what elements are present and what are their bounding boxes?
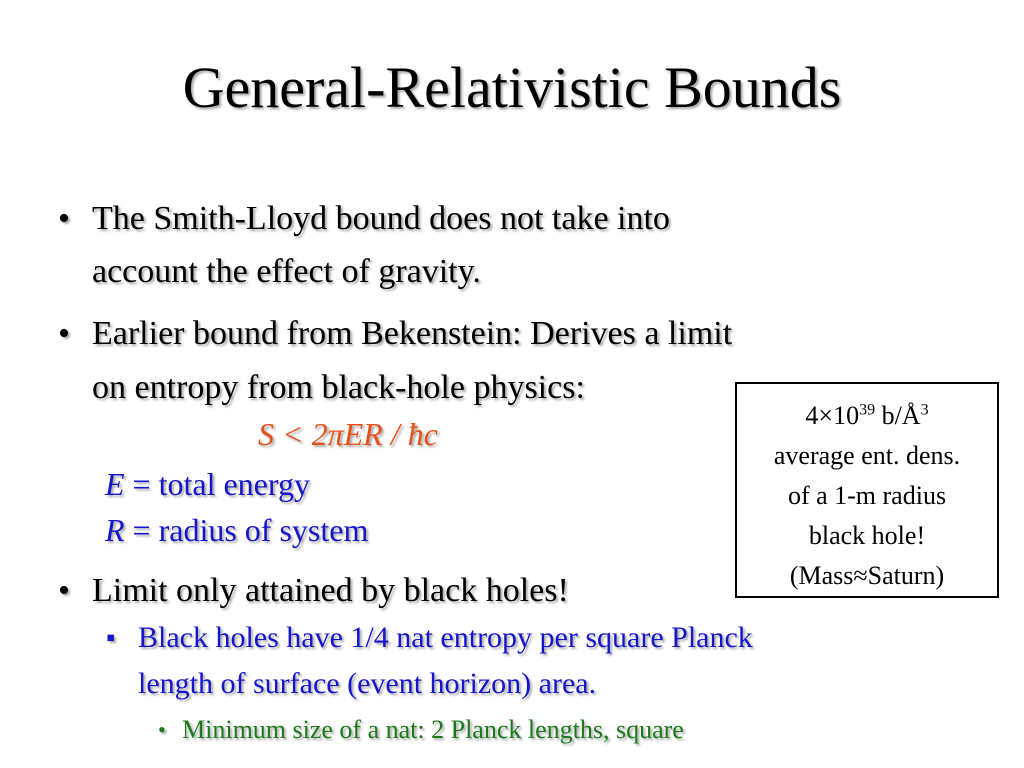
bullet-1-line-2: account the effect of gravity. [92, 253, 481, 290]
sub-bullet-line-1: Black holes have 1/4 nat entropy per square Planck [138, 621, 753, 654]
bullet-marker: • [58, 315, 70, 352]
bekenstein-formula: S < 2πER / ħc [258, 416, 438, 452]
sub-bullet-marker: ▪ [106, 623, 116, 652]
bullet-2-line-2: on entropy from black-hole physics: [92, 369, 585, 406]
callout-density-unit: b/Å [875, 401, 921, 430]
definition-symbol: R [105, 512, 125, 548]
callout-line-5: (Mass≈Saturn) [789, 561, 945, 590]
callout-density-line [737, 396, 997, 436]
bullet-2-line-1: Earlier bound from Bekenstein: Derives a limit [92, 315, 733, 352]
callout-density-base: 4×10 [805, 401, 860, 430]
subsub-bullet-marker: • [158, 717, 166, 742]
slide-title: General-Relativistic Bounds [182, 55, 842, 120]
callout-line-2: average ent. dens. [773, 441, 961, 470]
subsub-bullet-text: Minimum size of a nat: 2 Planck lengths, square [182, 715, 684, 744]
bullet-marker: • [58, 572, 70, 609]
definition-radius [105, 506, 368, 554]
callout-line-3: of a 1-m radius [787, 481, 947, 510]
callout-density-exponent: 39 [859, 401, 876, 419]
callout-line-4: black hole! [808, 521, 926, 550]
sub-bullet-line-2: length of surface (event horizon) area. [138, 667, 597, 700]
bullet-3-line-1: Limit only attained by black holes! [92, 572, 569, 609]
definition-text: = total energy [124, 466, 310, 502]
callout-unit-exponent: 3 [920, 401, 929, 419]
callout-box [735, 382, 999, 598]
definition-text: = radius of system [124, 512, 369, 548]
definition-energy [105, 460, 310, 508]
bullet-1-line-1: The Smith-Lloyd bound does not take into [92, 200, 670, 237]
definition-symbol: E [105, 466, 125, 502]
bullet-marker: • [58, 200, 70, 237]
